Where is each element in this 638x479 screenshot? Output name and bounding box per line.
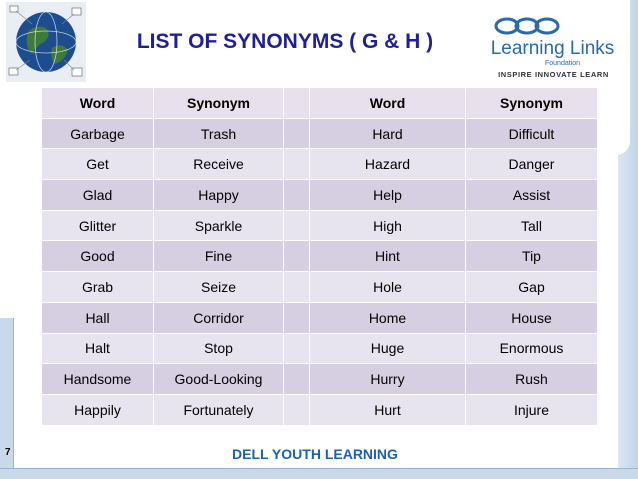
logo-subtitle: Foundation bbox=[545, 60, 581, 67]
table-row bbox=[42, 364, 598, 395]
column-header bbox=[284, 88, 310, 119]
globe-icon bbox=[6, 2, 86, 82]
table-cell: Sparkle bbox=[154, 210, 284, 241]
table-cell bbox=[284, 241, 310, 272]
synonyms-table bbox=[41, 87, 598, 426]
table-row bbox=[42, 394, 598, 425]
table-header-row bbox=[42, 88, 598, 119]
table-row bbox=[42, 149, 598, 180]
table-cell bbox=[284, 302, 310, 333]
table-cell: Tall bbox=[466, 210, 598, 241]
page-title: LIST OF SYNONYMS ( G & H ) bbox=[136, 30, 434, 53]
table-cell: Grab bbox=[42, 272, 154, 303]
table-cell: Stop bbox=[154, 333, 284, 364]
table-cell bbox=[284, 210, 310, 241]
learning-links-logo bbox=[485, 12, 620, 80]
table-row bbox=[42, 241, 598, 272]
table-cell: Hole bbox=[310, 272, 466, 303]
table-cell: Injure bbox=[466, 394, 598, 425]
column-header: Word bbox=[42, 88, 154, 119]
table-cell: Hazard bbox=[310, 149, 466, 180]
table-row bbox=[42, 210, 598, 241]
table-cell bbox=[284, 364, 310, 395]
table-cell: House bbox=[466, 302, 598, 333]
table-cell bbox=[284, 118, 310, 149]
table-cell: Enormous bbox=[466, 333, 598, 364]
table-cell: Hint bbox=[310, 241, 466, 272]
table-cell: Danger bbox=[466, 149, 598, 180]
column-header: Synonym bbox=[466, 88, 598, 119]
page-number: 7 bbox=[5, 447, 11, 458]
table-row bbox=[42, 118, 598, 149]
table-cell bbox=[284, 394, 310, 425]
table-cell: High bbox=[310, 210, 466, 241]
table-cell: Hurt bbox=[310, 394, 466, 425]
table-cell: Good bbox=[42, 241, 154, 272]
table-cell: Fine bbox=[154, 241, 284, 272]
table-row bbox=[42, 272, 598, 303]
table-cell: Rush bbox=[466, 364, 598, 395]
table-cell: Huge bbox=[310, 333, 466, 364]
logo-name: Learning Links bbox=[490, 38, 615, 59]
table-cell: Tip bbox=[466, 241, 598, 272]
table-cell: Happily bbox=[42, 394, 154, 425]
table-cell bbox=[284, 180, 310, 211]
table-cell: Fortunately bbox=[154, 394, 284, 425]
logo-tagline: INSPIRE INNOVATE LEARN bbox=[498, 70, 609, 79]
table-cell: Hall bbox=[42, 302, 154, 333]
table-row bbox=[42, 302, 598, 333]
table-cell: Help bbox=[310, 180, 466, 211]
table-cell: Glad bbox=[42, 180, 154, 211]
table-cell: Trash bbox=[154, 118, 284, 149]
table-cell: Corridor bbox=[154, 302, 284, 333]
table-cell: Get bbox=[42, 149, 154, 180]
table-cell: Receive bbox=[154, 149, 284, 180]
chain-links-icon bbox=[493, 14, 563, 38]
table-cell: Halt bbox=[42, 333, 154, 364]
slide-frame-bottom bbox=[0, 468, 638, 479]
table-cell: Handsome bbox=[42, 364, 154, 395]
table-cell: Good-Looking bbox=[154, 364, 284, 395]
table-cell bbox=[284, 149, 310, 180]
table-cell: Home bbox=[310, 302, 466, 333]
table-cell: Hard bbox=[310, 118, 466, 149]
column-header: Synonym bbox=[154, 88, 284, 119]
table-cell: Difficult bbox=[466, 118, 598, 149]
table-cell: Assist bbox=[466, 180, 598, 211]
table-cell: Happy bbox=[154, 180, 284, 211]
table-cell bbox=[284, 333, 310, 364]
table-cell: Gap bbox=[466, 272, 598, 303]
table-row bbox=[42, 180, 598, 211]
table-cell: Hurry bbox=[310, 364, 466, 395]
table-cell: Glitter bbox=[42, 210, 154, 241]
column-header: Word bbox=[310, 88, 466, 119]
footer-text: DELL YOUTH LEARNING bbox=[232, 446, 398, 462]
table-row bbox=[42, 333, 598, 364]
table-cell: Garbage bbox=[42, 118, 154, 149]
table-cell: Seize bbox=[154, 272, 284, 303]
table-cell bbox=[284, 272, 310, 303]
